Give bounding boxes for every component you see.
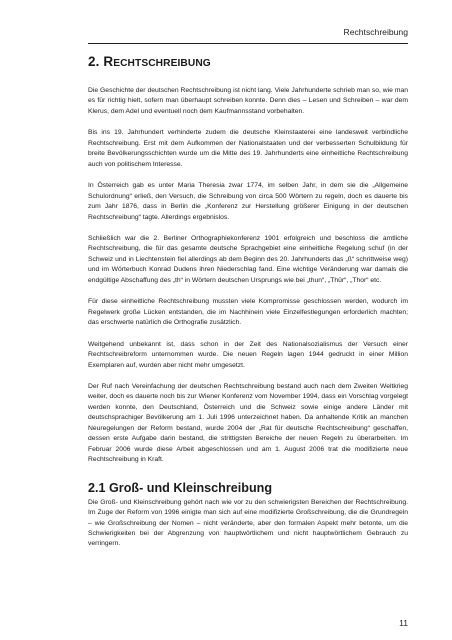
page-body (88, 54, 408, 561)
paragraph: Weitgehend unbekannt ist, dass schon in der Zeit des Nationalsozialismus der Versuch einer Rechtschreibreform unternommen wurde. Die neuen Regeln lagen 1944 gedruckt in einer Million Exemplaren auf, wurden aber nicht mehr umgesetzt. (88, 340, 408, 369)
paragraph: Für diese einheitliche Rechtschreibung mussten viele Kompromisse geschlossen werden, wodurch im Regelwerk große Lücken entstanden, die im Nachhinein viele Einzelfestlegungen erforderlich machten; das erschwerte natürlich die Orthografie zusätzlich. (88, 298, 408, 327)
section-paragraphs (88, 86, 408, 466)
section-heading (88, 54, 408, 69)
paragraph: Bis ins 19. Jahrhundert verhinderte zudem die deutsche Kleinstaaterei eine landesweit verbindliche Rechtschreibung. Erst mit dem Aufkommen der Nationalstaaten und der verbesserten Schulbildung für breite Bevölkerungsschichten wurde um die Mitte des 19. Jahrhunderts eine einheitliche Rechtschreibung auch von politischem Interesse. (88, 129, 408, 168)
section-number: 2. (88, 54, 100, 69)
subsection-paragraphs (88, 498, 408, 550)
paragraph: Schließlich war die 2. Berliner Orthographiekonferenz 1901 erfolgreich und beschloss die amtliche Rechtschreibung, die für das gesamte deutsche Sprachgebiet eine einheitliche Regelung schuf (in der Schweiz und in Liechtenstein fiel allerdings ab dem Beginn des 20. Jahrhunderts das „ß“ schrittweise weg) und im Wörterbuch Konrad Dudens ihren Niederschlag fand. Eine wichtige Veränderung war damals die endgültige Abschaffung des „th“ in Wörtern deutschen Ursprungs wie bei „thun“, „Thür“, „Thor“ etc. (88, 234, 408, 284)
page-number: 11 (399, 618, 408, 628)
section-title-rest: ECHTSCHREIBUNG (113, 58, 211, 69)
running-header: Rechtschreibung (343, 27, 408, 37)
paragraph: Die Groß- und Kleinschreibung gehört nach wie vor zu den schwierigsten Bereichen der Rechtschreibung. Im Zuge der Reform von 1996 einigte man sich auf eine modifizierte Großschreibung, die die Grundregeln – wie Großschreibung der Nomen – nicht veränderte, aber den formalen Aspekt mehr betonte, um die Schwierigkeiten bei der Abgrenzung von hauptwörtlichem und nicht hauptwörtlichem Gebrauch zu verringern. (88, 498, 408, 548)
section-title-initial: R (103, 54, 114, 69)
header-rule (88, 43, 408, 44)
paragraph: In Österreich gab es unter Maria Theresia zwar 1774, im selben Jahr, in dem sie die „Allgemeine Schulordnung“ erließ, den Versuch, die Schreibung von circa 500 Wörtern zu regeln, doch es dauerte bis zum Jahr 1876, dass in Berlin die „Konferenz zur Herstellung größerer Einigung in der deutschen Rechtschreibung“ tagte. Allerdings ergebnislos. (88, 182, 408, 221)
paragraph: Die Geschichte der deutschen Rechtschreibung ist nicht lang. Viele Jahrhunderte schrieb man so, wie man es für richtig hielt, sofern man überhaupt schreiben konnte. Denn dies – Lesen und Schreiben – war dem Klerus, dem Adel und eventuell noch dem Kaufmannsstand vorbehalten. (88, 87, 408, 115)
subsection-heading: 2.1 Groß- und Kleinschreibung (88, 480, 273, 495)
paragraph: Der Ruf nach Vereinfachung der deutschen Rechtschreibung bestand auch nach dem Zweiten Weltkrieg weiter, doch es dauerte noch bis zur Wiener Konferenz vom November 1994, dass ein Vorschlag vorgelegt werden konnte, den Deutschland, Österreich und die Schweiz sowie einige andere Länder mit deutschsprachiger Bevölkerung am 1. Juli 1996 unterzeichnet haben. Da anhaltende Kritik an manchen Neuregelungen der Reform bestand, wurde 2004 der „Rat für deutsche Rechtschreibung“ geschaffen, dessen erste Aufgabe darin bestand, die strittigsten Bereiche der neuen Regeln zu überarbeiten. Im Februar 2006 wurde diese Arbeit abgeschlossen und am 1. August 2006 trat die modifizierte neue Rechtschreibung in Kraft. (88, 382, 408, 464)
